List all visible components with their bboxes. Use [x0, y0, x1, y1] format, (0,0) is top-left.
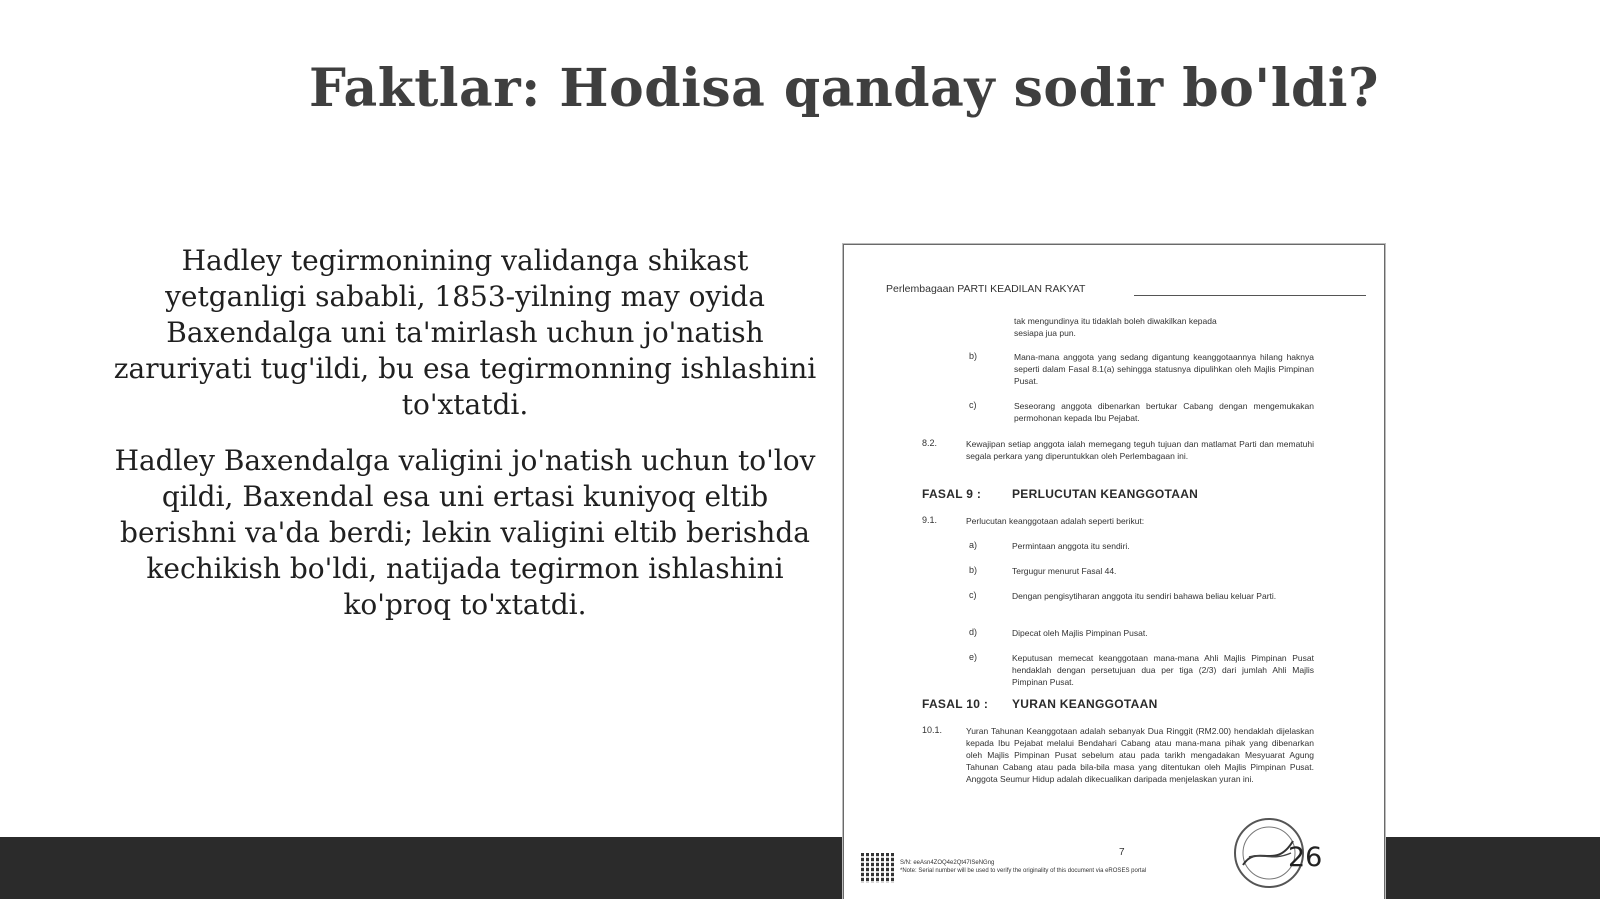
paragraph-2: Hadley Baxendalga valigini jo'natish uchun to'lov qildi, Baxendal esa uni ertasi kuniyoq eltib berishni va'da berdi; lekin valigini eltib berishda kechikish bo'ldi, natijada tegirmon ishlashini ko'proq to'xtatdi. — [114, 444, 816, 621]
fasal-number: FASAL 10 : — [922, 697, 989, 711]
clause-number: 8.2. — [922, 438, 938, 448]
item-text: Dengan pengisytiharan anggota itu sendiri bahawa beliau keluar Parti. — [1012, 591, 1277, 601]
clause-text: Yuran Tahunan Keanggotaan adalah sebanyak Dua Ringgit (RM2.00) hendaklah dijelaskan kepada Ibu Pejabat melalui Bendahari Cabang atau mana-mana pihak yang dibenarkan oleh Majlis Pimpinan Pusat sebelum atau pada tarikh mengadakan Mesyuarat Agung Tahunan Cabang atau pada bila-bila masa yang ditentukan oleh Majlis Pimpinan Pusat. Anggota Seumur Hidup adalah dikecualikan daripada menjelaskan yuran ini. — [966, 726, 1314, 784]
clause-text: Kewajipan setiap anggota ialah memegang teguh tujuan dan matlamat Parti dan mematuhi segala perkara yang diperuntukkan oleh Perlembagaan ini. — [966, 439, 1314, 461]
document-page-number: 7 — [1119, 847, 1125, 858]
intro-line: sesiapa jua pun. — [1014, 328, 1076, 338]
header-rule — [1134, 295, 1366, 296]
document-header: Perlembagaan PARTI KEADILAN RAKYAT — [886, 283, 1086, 295]
slide-body — [110, 243, 820, 643]
paragraph-1: Hadley tegirmonining validanga shikast yetganligi sababli, 1853-yilning may oyida Baxendalga uni ta'mirlash uchun jo'natish zaruriyati tug'ildi, bu esa tegirmonning ishlashini to'xtatdi. — [113, 244, 817, 421]
intro-line: tak mengundinya itu tidaklah boleh diwakilkan kepada — [1014, 316, 1217, 326]
item-label: c) — [969, 590, 977, 600]
item-text: Permintaan anggota itu sendiri. — [1012, 541, 1130, 551]
fasal-title: PERLUCUTAN KEANGGOTAAN — [1012, 487, 1199, 501]
item-text: Dipecat oleh Majlis Pimpinan Pusat. — [1012, 628, 1148, 638]
serial-line: S/N: eeAsn4ZOQ4e2Qt47ISeNGng — [900, 860, 995, 866]
document-image — [843, 244, 1385, 899]
item-label: d) — [969, 627, 978, 637]
document-intro — [1014, 315, 1314, 339]
item-text: Tergugur menurut Fasal 44. — [1012, 566, 1117, 576]
serial-number — [900, 859, 1200, 875]
qr-code-icon — [861, 853, 895, 883]
clause-text: Perlucutan keanggotaan adalah seperti berikut: — [966, 516, 1145, 526]
item-label: b) — [969, 565, 978, 575]
item-label: e) — [969, 652, 978, 662]
item-text: Seseorang anggota dibenarkan bertukar Cabang dengan mengemukakan permohonan kepada Ibu Pejabat. — [1014, 401, 1314, 423]
fasal-title: YURAN KEANGGOTAAN — [1012, 697, 1158, 711]
item-label: b) — [969, 351, 978, 361]
clause-number: 10.1. — [922, 725, 943, 735]
clause-number: 9.1. — [922, 515, 938, 525]
slide-number: 26 — [1288, 842, 1323, 873]
item-label: c) — [969, 400, 977, 410]
item-label: a) — [969, 540, 978, 550]
serial-note: *Note: Serial number will be used to verify the originality of this document via eROSES portal — [900, 868, 1147, 874]
item-text: Keputusan memecat keanggotaan mana-mana Ahli Majlis Pimpinan Pusat hendaklah dengan persetujuan dua per tiga (2/3) dari jumlah Ahli Majlis Pimpinan Pusat. — [1012, 653, 1314, 687]
slide-title: Faktlar: Hodisa qanday sodir bo'ldi? — [308, 58, 1380, 119]
item-text: Mana-mana anggota yang sedang digantung keanggotaannya hilang haknya seperti dalam Fasal 8.1(a) sehingga statusnya dipulihkan oleh Majlis Pimpinan Pusat. — [1014, 352, 1314, 386]
fasal-number: FASAL 9 : — [922, 487, 982, 501]
